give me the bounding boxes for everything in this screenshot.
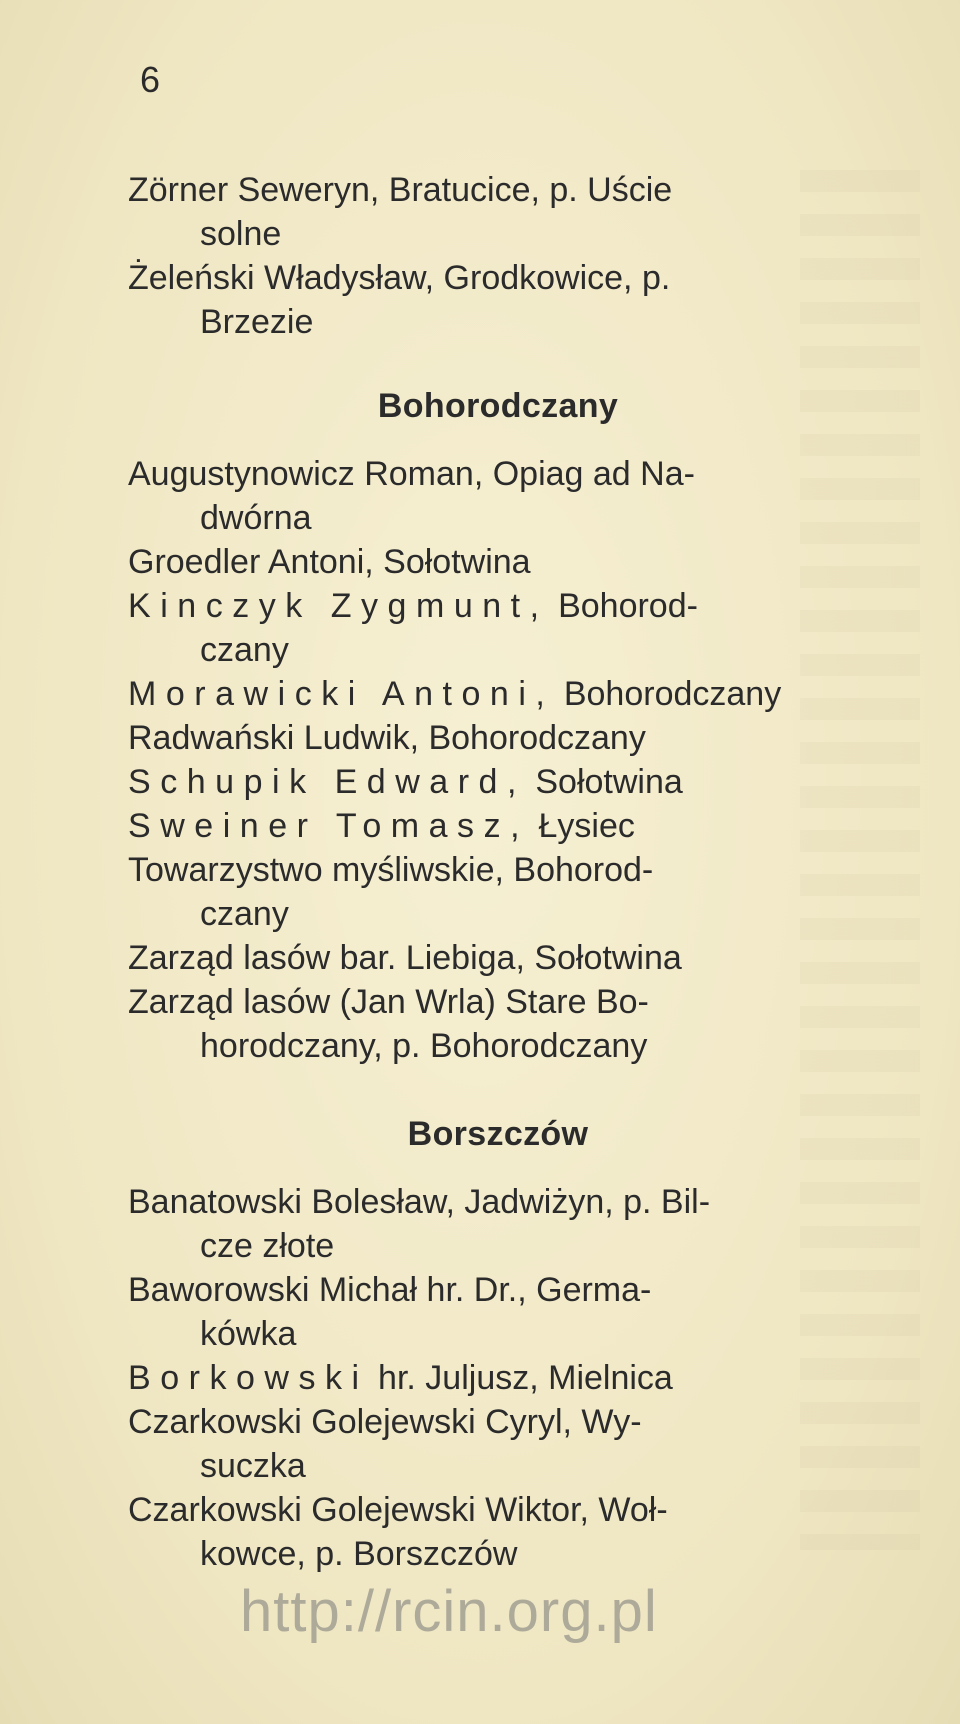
entry-line1: Sołotwina — [525, 763, 683, 801]
entry-line1: Augustynowicz Roman, Opiag ad Na- — [128, 455, 695, 493]
list-item — [128, 760, 868, 804]
list-item — [128, 936, 868, 980]
list-item — [128, 168, 868, 256]
entry-name-spaced: Kinczyk Zygmunt, — [128, 587, 549, 625]
watermark-url: http://rcin.org.pl — [240, 1579, 658, 1644]
entry-line1: Łysiec — [529, 807, 635, 845]
entry-line1: Bohorod- — [548, 587, 698, 625]
entry-line1: Bohorodczany — [554, 675, 782, 713]
entry-line2: czany — [200, 895, 289, 933]
entry-line2: czany — [200, 631, 289, 669]
entry-line2: kowce, p. Borszczów — [200, 1535, 518, 1573]
entry-line2: dwórna — [200, 499, 312, 537]
section-heading-borszczow: Borszczów — [407, 1115, 589, 1153]
page-number: 6 — [140, 59, 161, 100]
entry-line1: Czarkowski Golejewski Wiktor, Woł- — [128, 1491, 668, 1529]
list-item — [128, 1356, 868, 1400]
list-item — [128, 540, 868, 584]
list-item — [128, 672, 868, 716]
entry-line1: Radwański Ludwik, Bohorodczany — [128, 719, 646, 757]
entry-line2: suczka — [200, 1447, 306, 1485]
entry-line2: solne — [200, 215, 282, 253]
entry-line2: Brzezie — [200, 303, 314, 341]
entry-line1: Groedler Antoni, Sołotwina — [128, 543, 531, 581]
entry-line1: Zarząd lasów (Jan Wrla) Stare Bo- — [128, 983, 649, 1021]
entry-name-spaced: Sweiner Tomasz, — [128, 807, 530, 845]
entry-line1: Czarkowski Golejewski Cyryl, Wy- — [128, 1403, 642, 1441]
entry-line1: Zörner Seweryn, Bratucice, p. Uście — [128, 171, 673, 209]
entry-line1: Banatowski Bolesław, Jadwiżyn, p. Bil- — [128, 1183, 711, 1221]
list-item — [128, 848, 868, 936]
list-item — [128, 804, 868, 848]
section-heading-bohorodczany: Bohorodczany — [377, 387, 619, 425]
entry-line1: Baworowski Michał hr. Dr., Germa- — [128, 1271, 652, 1309]
list-item — [128, 1180, 868, 1268]
entry-name-spaced: Borkowski — [128, 1359, 369, 1397]
entry-line1: Zarząd lasów bar. Liebiga, Sołotwina — [128, 939, 682, 977]
list-item — [128, 584, 868, 672]
entry-line2: kówka — [200, 1315, 297, 1353]
list-item — [128, 256, 868, 344]
entry-name-spaced: Schupik Edward, — [128, 763, 526, 801]
list-item — [128, 980, 868, 1068]
entry-name-spaced: Morawicki Antoni, — [128, 675, 555, 713]
entry-line2: cze złote — [200, 1227, 335, 1265]
entry-line2: horodczany, p. Bohorodczany — [200, 1027, 648, 1065]
list-item — [128, 1400, 868, 1488]
list-item — [128, 452, 868, 540]
list-item — [128, 1268, 868, 1356]
entry-line1: hr. Juljusz, Mielnica — [368, 1359, 673, 1397]
list-item — [128, 716, 868, 760]
entry-line1: Towarzystwo myśliwskie, Bohorod- — [128, 851, 654, 889]
directory-entries — [128, 168, 868, 1576]
list-item — [128, 1488, 868, 1576]
entry-line1: Żeleński Władysław, Grodkowice, p. — [128, 259, 671, 297]
